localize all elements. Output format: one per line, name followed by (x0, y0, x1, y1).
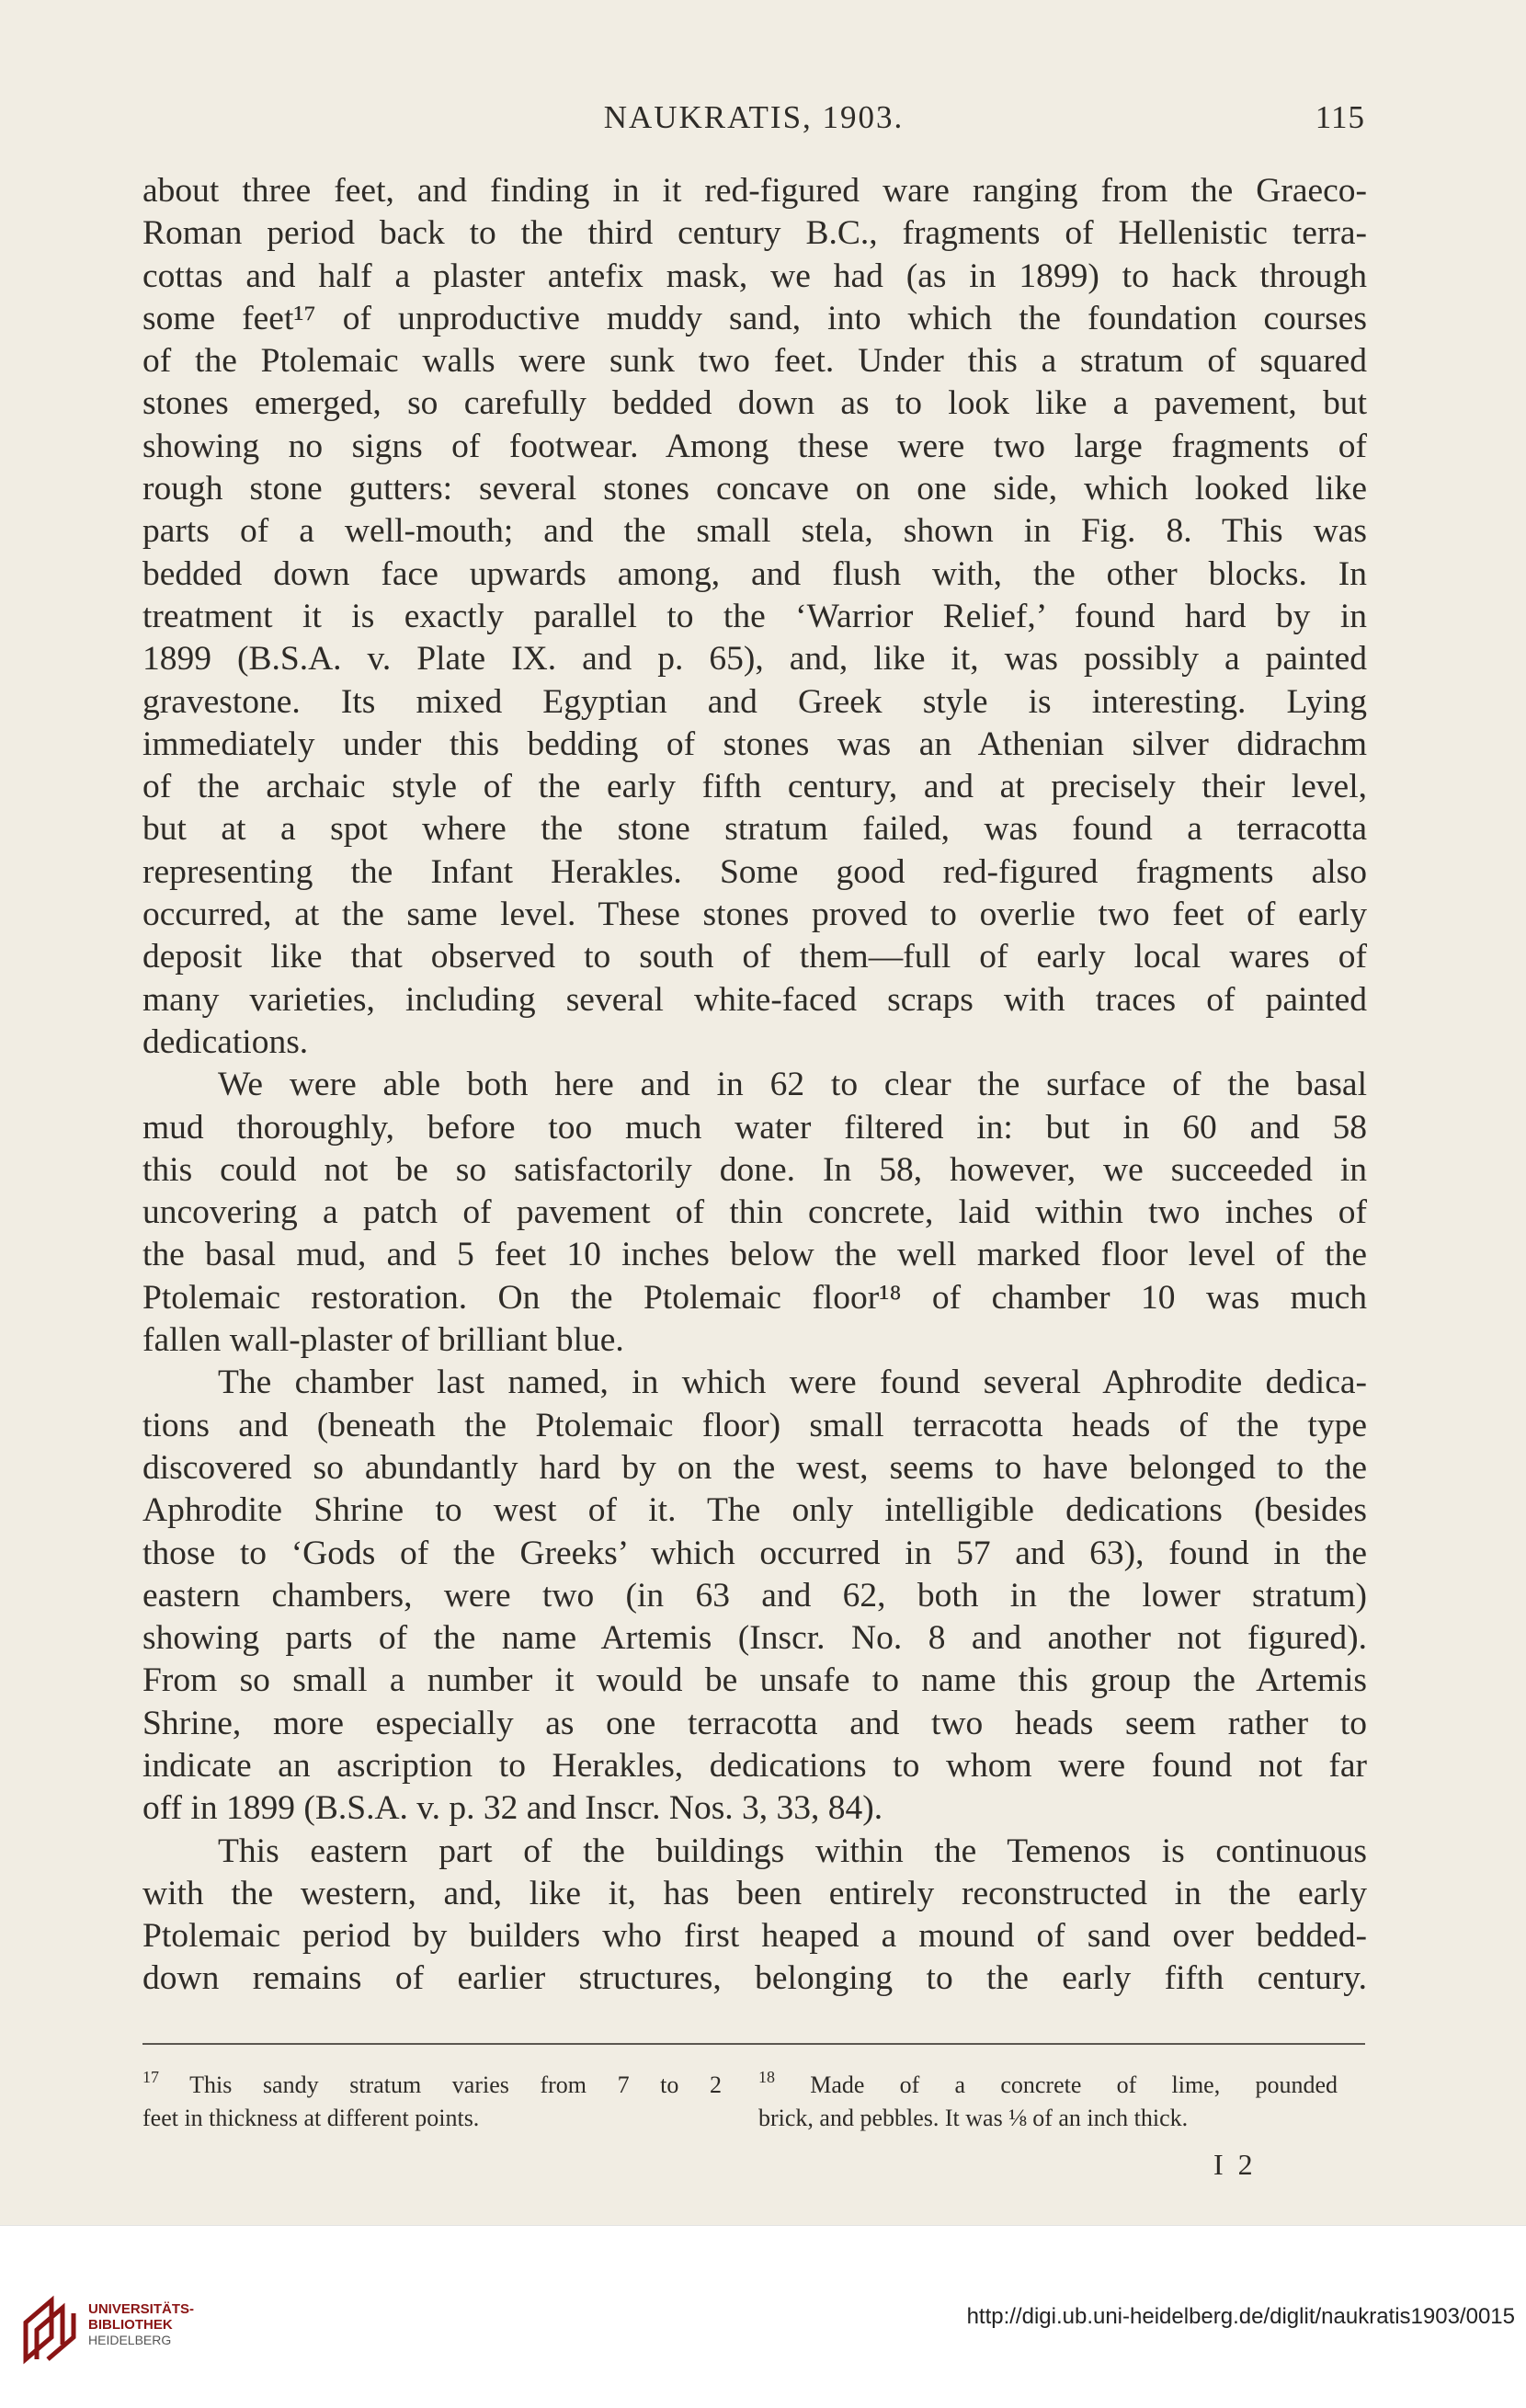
footnote-text: Made of a concrete of lime, pounded (810, 2071, 1338, 2098)
text-line: fallen wall-plaster of brilliant blue. (142, 1321, 624, 1360)
text-line: Roman period back to the third century B.C., fragments of Hellenistic terra- (142, 214, 1367, 253)
text-line: eastern chambers, were two (in 63 and 62, both in the lower stratum) (142, 1576, 1367, 1615)
text-line: rough stone gutters: several stones concave on one side, which looked like (142, 470, 1367, 508)
text-line: showing no signs of footwear. Among these were two large fragments of (142, 427, 1367, 465)
text-line: This eastern part of the buildings within the Temenos is continuous (218, 1832, 1367, 1870)
page-number: 115 (1315, 99, 1365, 135)
text-line: 1899 (B.S.A. v. Plate IX. and p. 65), and, like it, was possibly a painted (142, 640, 1367, 679)
text-line: discovered so abundantly hard by on the west, seems to have belonged to the (142, 1448, 1367, 1487)
text-line: many varieties, including several white-faced scraps with traces of painted (142, 980, 1367, 1019)
running-head (142, 99, 1365, 145)
library-footer (0, 2225, 1526, 2408)
text-line: parts of a well-mouth; and the small stela, shown in Fig. 8. This was (142, 512, 1367, 551)
footnote-text: This sandy stratum varies from 7 to 2 (189, 2071, 722, 2098)
text-line: dedications. (142, 1022, 309, 1061)
text-line: From so small a number it would be unsafe to name this group the Artemis (142, 1661, 1367, 1700)
text-line: of the archaic style of the early fifth century, and at precisely their level, (142, 768, 1367, 806)
footnote-text: feet in thickness at different points. (142, 2105, 480, 2131)
signature-mark: I 2 (1213, 2148, 1257, 2181)
text-line: occurred, at the same level. These stones proved to overlie two feet of early (142, 896, 1367, 934)
text-line: Ptolemaic restoration. On the Ptolemaic floor¹⁸ of chamber 10 was much (142, 1278, 1367, 1317)
text-line: down remains of earlier structures, belonging to the early fifth century. (142, 1959, 1367, 1998)
footnote-text: brick, and pebbles. It was ⅛ of an inch thick. (758, 2105, 1189, 2131)
text-line: mud thoroughly, before too much water filtered in: but in 60 and 58 (142, 1108, 1367, 1147)
library-name-line: BIBLIOTHEK (88, 2317, 173, 2333)
library-logo-icon[interactable] (20, 2295, 79, 2365)
text-line: about three feet, and finding in it red-figured ware ranging from the Graeco- (142, 172, 1367, 210)
footnote-17 (142, 2069, 722, 2135)
text-line: tions and (beneath the Ptolemaic floor) small terracotta heads of the type (142, 1406, 1367, 1444)
text-line: Aphrodite Shrine to west of it. The only intelligible dedications (besides (142, 1491, 1367, 1530)
text-line: gravestone. Its mixed Egyptian and Greek style is interesting. Lying (142, 682, 1367, 721)
text-line: those to ‘Gods of the Greeks’ which occurred in 57 and 63), found in the (142, 1534, 1367, 1572)
library-name-line: UNIVERSITÄTS- (88, 2301, 195, 2317)
text-line: Ptolemaic period by builders who first heaped a mound of sand over bedded- (142, 1917, 1367, 1956)
text-line: The chamber last named, in which were found several Aphrodite dedica- (218, 1364, 1367, 1402)
footnote-marker: 18 (758, 2068, 775, 2086)
footnote-marker: 17 (142, 2068, 159, 2086)
text-line: bedded down face upwards among, and flush with, the other blocks. In (142, 554, 1367, 593)
text-line: We were able both here and in 62 to clear the surface of the basal (218, 1066, 1367, 1104)
library-name-line: HEIDELBERG (88, 2333, 172, 2347)
text-line: uncovering a patch of pavement of thin concrete, laid within two inches of (142, 1193, 1367, 1232)
text-line: stones emerged, so carefully bedded down as to look like a pavement, but (142, 384, 1367, 423)
text-line: the basal mud, and 5 feet 10 inches below the well marked floor level of the (142, 1236, 1367, 1274)
text-line: immediately under this bedding of stones was an Athenian silver didrachm (142, 725, 1367, 763)
body-text (142, 170, 1367, 2001)
text-line: cottas and half a plaster antefix mask, we had (as in 1899) to hack through (142, 257, 1367, 295)
text-line: indicate an ascription to Herakles, dedications to whom were found not far (142, 1746, 1367, 1785)
text-line: showing parts of the name Artemis (Inscr. No. 8 and another not figured). (142, 1619, 1367, 1658)
running-title: NAUKRATIS, 1903. (603, 99, 905, 135)
permalink-url[interactable]: http://digi.ub.uni-heidelberg.de/diglit/naukratis1903/0015 (966, 2304, 1515, 2329)
library-name (88, 2301, 194, 2348)
text-line: Shrine, more especially as one terracotta and two heads seem rather to (142, 1704, 1367, 1742)
text-line: off in 1899 (B.S.A. v. p. 32 and Inscr. Nos. 3, 33, 84). (142, 1789, 883, 1828)
text-line: deposit like that observed to south of them—full of early local wares of (142, 938, 1367, 976)
text-line: this could not be so satisfactorily done. In 58, however, we succeeded in (142, 1150, 1367, 1189)
text-line: representing the Infant Herakles. Some good red-figured fragments also (142, 852, 1367, 891)
footnote-18 (758, 2069, 1338, 2135)
text-line: but at a spot where the stone stratum failed, was found a terracotta (142, 810, 1367, 849)
text-line: of the Ptolemaic walls were sunk two feet. Under this a stratum of squared (142, 342, 1367, 381)
text-line: treatment it is exactly parallel to the ‘Warrior Relief,’ found hard by in (142, 597, 1367, 635)
text-line: some feet¹⁷ of unproductive muddy sand, into which the foundation courses (142, 299, 1367, 337)
text-line: with the western, and, like it, has been entirely reconstructed in the early (142, 1874, 1367, 1912)
footnote-rule (142, 2043, 1365, 2045)
